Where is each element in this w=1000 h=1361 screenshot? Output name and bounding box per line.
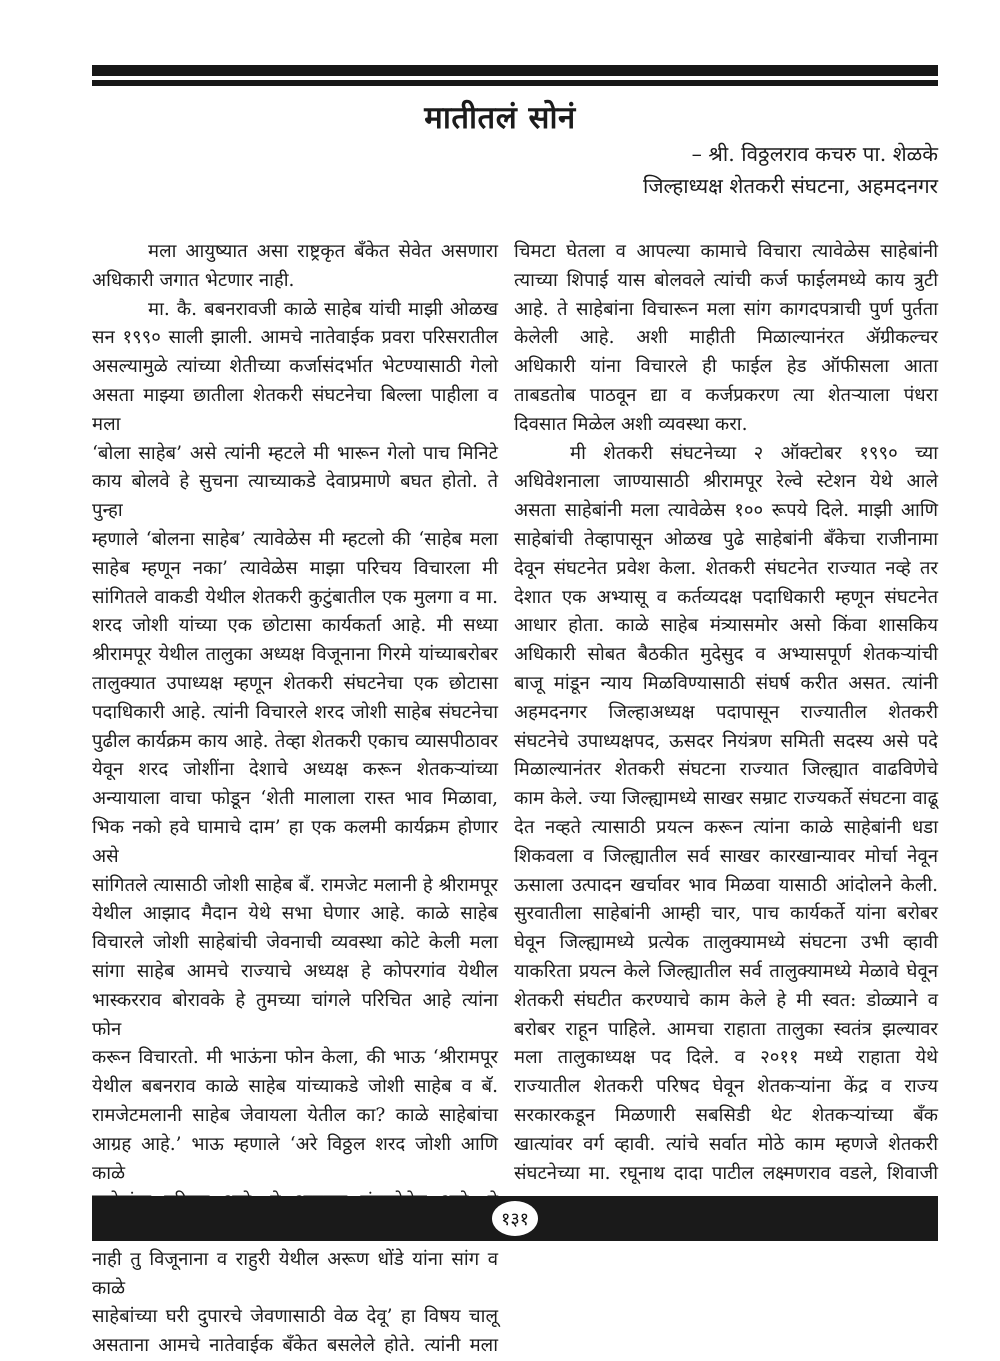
text-line: काय बोलवे हे सुचना त्याच्याकडे देवाप्रमाणे बघत होतो. ते पुन्हा [92, 471, 498, 522]
text-line: भास्करराव बोरावके हे तुमच्या चांगले परिचित आहे त्यांना फोन [92, 989, 498, 1040]
text-line: खात्यांवर वर्ग व्हावी. त्यांचे सर्वात मोठे काम म्हणजे शेतकरी [514, 1133, 938, 1155]
text-line: ताबडतोब पाठवून द्या व कर्जप्रकरण त्या शेतऱ्याला पंधरा [514, 384, 938, 406]
text-line: नाही तु विजूनाना व राहुरी येथील अरूण धोंडे यांना सांग व काळे [92, 1248, 498, 1299]
text-line: अधिकारी यांना विचारले ही फाईल हेड ऑफीसला आता [514, 356, 938, 378]
text-line: घेवून जिल्ह्यामध्ये प्रत्येक तालुक्यामध्ये संघटना उभी व्हावी [514, 932, 938, 954]
text-line: अधिकारी जगात भेटणार नाही. [92, 269, 295, 291]
text-line: मिळाल्यानंतर शेतकरी संघटना राज्यात जिल्ह्यात वाढविणेचे [514, 759, 938, 781]
text-line: विचारले जोशी साहेबांची जेवनाची व्यवस्था कोटे केली मला [92, 932, 498, 954]
text-line: अधिकारी सोबत बैठकीत मुदेसुद व अभ्यासपूर्ण शेतकऱ्यांची [514, 644, 938, 666]
text-line: मा. कै. बबनरावजी काळे साहेब यांची माझी ओळख [148, 298, 498, 320]
text-line: सांगितले त्यासाठी जोशी साहेब बँ. रामजेट मलानी हे श्रीरामपूर [92, 874, 498, 896]
text-line: भिक नको हवे घामाचे दाम’ हा एक कलमी कार्यक्रम होणार असे [92, 816, 498, 867]
text-line: येथील आझाद मैदान येथे सभा घेणार आहे. काळे साहेब [92, 903, 498, 925]
text-line: असल्यामुळे त्यांच्या शेतीच्या कर्जासंदर्भात भेटण्यासाठी गेलो [92, 356, 498, 378]
two-column-body [92, 238, 938, 1361]
text-line: मला आयुष्यात असा राष्ट्रकृत बँकेत सेवेत असणारा [148, 241, 498, 262]
text-line: केलेली आहे. अशी माहीती मिळाल्यानंरत ॲग्रीकल्चर [514, 327, 938, 349]
text-column-left [92, 238, 498, 1361]
text-line: बाजू मांडून न्याय मिळविण्यासाठी संघर्ष करीत असत. त्यांनी [514, 672, 938, 694]
text-line: अन्यायाला वाचा फोडून ‘शेती मालाला रास्त भाव मिळावा, [92, 788, 498, 810]
text-line: त्याच्या शिपाई यास बोलवले त्यांची कर्ज फाईलमध्ये काय त्रुटी [514, 269, 938, 291]
text-column-right [514, 238, 938, 1361]
text-line: सुरवातीला साहेबांनी आम्ही चार, पाच कार्यकर्ते यांना बरोबर [514, 903, 938, 925]
page-title: मातीतलं सोनं [424, 100, 576, 136]
text-line: सांगितले वाकडी येथील शेतकरी कुटुंबातील एक मुलगा व मा. [92, 586, 498, 608]
text-line: शेतकरी संघटीत करण्याचे काम केले हे मी स्वत: डोळ्याने व [514, 989, 938, 1011]
text-line: अहमदनगर जिल्हाअध्यक्ष पदापासून राज्यातील शेतकरी [514, 701, 938, 723]
text-line: सांगा साहेब आमचे राज्याचे अध्यक्ष हे कोपरगांव येथील [92, 960, 498, 982]
text-line: मी शेतकरी संघटनेच्या २ ऑक्टोबर १९९० च्या [570, 442, 938, 464]
text-line: आग्रह आहे.’ भाऊ म्हणाले ‘अरे विठ्ठल शरद जोशी आणि काळे [92, 1133, 498, 1184]
text-line: अधिवेशनाला जाण्यासाठी श्रीरामपूर रेल्वे स्टेशन येथे आले [514, 471, 938, 493]
text-line: देशात एक अभ्यासू व कर्तव्यदक्ष पदाधिकारी म्हणून संघटनेत [514, 586, 938, 608]
text-line: चिमटा घेतला व आपल्या कामाचे विचारा त्यावेळेस साहेबांनी [514, 241, 938, 262]
text-line: देवून संघटनेत प्रवेश केला. शेतकरी संघटनेत राज्यात नव्हे तर [514, 557, 938, 579]
text-line: शरद जोशी यांच्या एक छोटासा कार्यकर्ता आहे. मी सध्या [92, 615, 498, 637]
text-line: दिवसात मिळेल अशी व्यवस्था करा. [514, 413, 748, 435]
text-line: येथील बबनराव काळे साहेब यांच्याकडे जोशी साहेब व बॅ. [92, 1076, 498, 1098]
text-line: ऊसाला उत्पादन खर्चावर भाव मिळवा यासाठी आंदोलने केली. [514, 874, 938, 896]
text-line: करून विचारतो. मी भाऊंना फोन केला, की भाऊ ‘श्रीरामपूर [92, 1047, 498, 1069]
text-line: शिकवला व जिल्ह्यातील सर्व साखर कारखान्यावर मोर्चा नेवून [514, 845, 938, 867]
text-line: श्रीरामपूर येथील तालुका अध्यक्ष विजूनाना गिरमे यांच्याबरोबर [92, 644, 498, 666]
text-line: पुढील कार्यक्रम काय आहे. तेव्हा शेतकरी एकाच व्यासपीठावर [92, 730, 498, 752]
text-line: असता माझ्या छातीला शेतकरी संघटनेचा बिल्ला पाहीला व मला [92, 384, 498, 435]
text-line: रामजेटमलानी साहेब जेवायला येतील का? काळे साहेबांचा [92, 1104, 498, 1126]
text-line: काम केले. ज्या जिल्ह्यामध्ये साखर सम्राट राज्यकर्ते संघटना वाढू [514, 788, 938, 810]
text-line: सरकारकडून मिळणारी सबसिडी थेट शेतकऱ्यांच्या बँक [514, 1104, 938, 1126]
text-line: साहेब म्हणून नका’ त्यावेळेस माझा परिचय विचारला मी [92, 557, 498, 579]
footer-bar [92, 1196, 938, 1241]
text-line: आहे. ते साहेबांना विचारून मला सांग कागदपत्राची पुर्ण पुर्तता [514, 298, 938, 320]
byline [643, 138, 938, 202]
text-line: असता साहेबांनी मला त्यावेळेस १०० रूपये दिले. माझी आणि [514, 500, 938, 522]
text-line: देत नव्हते त्यासाठी प्रयत्न करून त्यांना काळे साहेबांनी धडा [514, 816, 938, 838]
text-line: ‘बोला साहेब’ असे त्यांनी म्हटले मी भारून गेलो पाच मिनिटे [92, 442, 498, 464]
text-line: याकरिता प्रयत्न केले जिल्ह्यातील सर्व तालुक्यामध्ये मेळावे घेवून [514, 960, 938, 982]
byline-designation: जिल्हाध्यक्ष शेतकरी संघटना, अहमदनगर [643, 174, 938, 198]
text-line: तालुक्यात उपाध्यक्ष म्हणून शेतकरी संघटनेचा एक छोटासा [92, 672, 498, 694]
text-line: साहेबांची तेव्हापासून ओळख पुढे साहेबांनी बँकेचा राजीनामा [514, 528, 938, 550]
text-line: बरोबर राहून पाहिले. आमचा राहाता तालुका स्वतंत्र झल्यावर [514, 1018, 938, 1040]
text-line: येवून शरद जोशींना देशाचे अध्यक्ष करून शेतकऱ्यांच्या [92, 759, 498, 781]
text-line: सन १९९० साली झाली. आमचे नातेवाईक प्रवरा परिसरातील [92, 327, 498, 349]
page-number: १३१ [500, 1208, 530, 1230]
text-line: असताना आमचे नातेवाईक बँकेत बसलेले होते. त्यांनी मला [92, 1335, 498, 1357]
text-line: मला तालुकाध्यक्ष पद दिले. व २०११ मध्ये राहाता येथे [514, 1047, 938, 1069]
text-line: आधार होता. काळे साहेब मंत्र्यासमोर असो किंवा शासकिय [514, 615, 938, 637]
page-number-badge [492, 1201, 538, 1236]
text-line: साहेबांच्या घरी दुपारचे जेवणासाठी वेळ देवू’ हा विषय चालू [92, 1306, 498, 1328]
header-rule-thin [92, 80, 938, 86]
text-line: संघटनेच्या मा. रघूनाथ दादा पाटील लक्ष्मणराव वडले, शिवाजी [514, 1162, 938, 1184]
text-line: राज्यातील शेतकरी परिषद घेवून शेतकऱ्यांना केंद्र व राज्य [514, 1076, 938, 1098]
text-line: पदाधिकारी आहे. त्यांनी विचारले शरद जोशी साहेब संघटनेचा [92, 701, 498, 723]
text-line: म्हणाले ‘बोलना साहेब’ त्यावेळेस मी म्हटलो की ‘साहेब मला [92, 528, 498, 550]
byline-author: – श्री. विठ्ठलराव कचरु पा. शेळके [691, 142, 938, 166]
text-line: संघटनेचे उपाध्यक्षपद, ऊसदर नियंत्रण समिती सदस्य असे पदे [514, 730, 938, 752]
header-rule-thick [92, 65, 938, 76]
